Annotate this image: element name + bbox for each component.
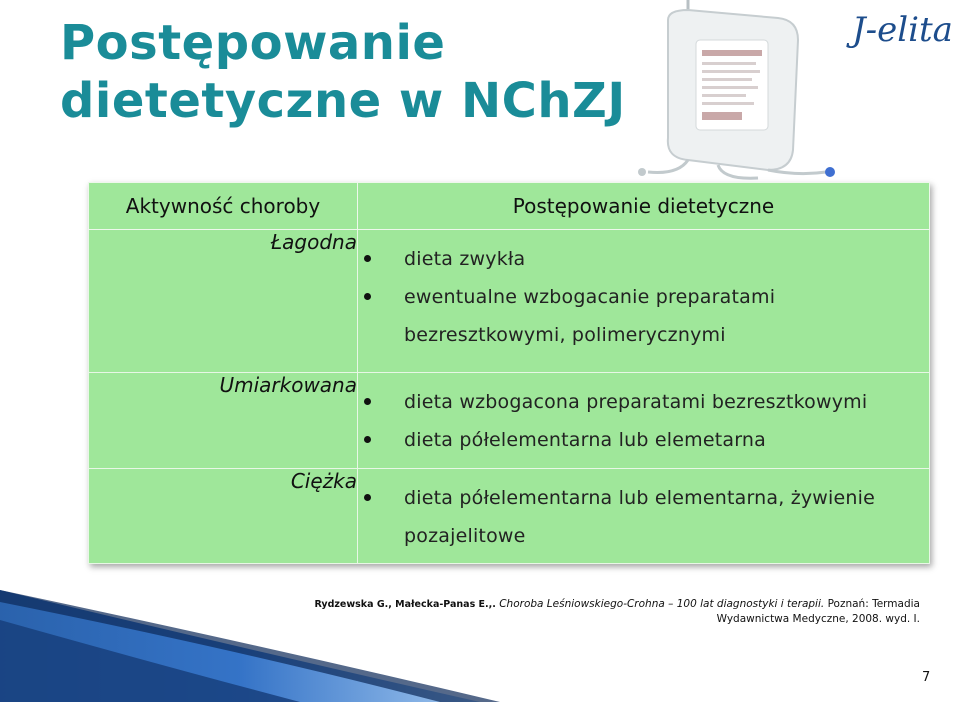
- table-row: [89, 469, 930, 564]
- diet-list-cell: [358, 373, 930, 469]
- bullet-icon: [364, 436, 371, 443]
- bullet-icon: [364, 255, 371, 262]
- list-item: dieta półelementarna lub elementarna, żywienie pozajelitowe: [358, 479, 929, 555]
- slide-title-line-1: Postępowanie: [60, 15, 446, 71]
- list-item: dieta zwykła: [358, 240, 929, 278]
- citation-authors: Rydzewska G., Małecka-Panas E.,.: [314, 599, 496, 610]
- header-diet-management: Postępowanie dietetyczne: [358, 183, 930, 230]
- diet-list-cell: [358, 469, 930, 564]
- slide-title-line-2: dietetyczne w NChZJ: [60, 73, 626, 129]
- severity-label: Umiarkowana: [89, 373, 358, 469]
- table-row: [89, 230, 930, 373]
- list-item: dieta wzbogacona preparatami bezresztkowymi: [358, 383, 929, 421]
- severity-label: Ciężka: [89, 469, 358, 564]
- table-header-row: [89, 183, 930, 230]
- header-disease-activity: Aktywność choroby: [89, 183, 358, 230]
- j-elita-logo: J-elita: [852, 10, 953, 50]
- severity-label: Łagodna: [89, 230, 358, 373]
- bullet-icon: [364, 293, 371, 300]
- iv-bag-icon: [628, 0, 838, 182]
- list-item: ewentualne wzbogacanie preparatami bezresztkowymi, polimerycznymi: [358, 278, 929, 354]
- citation: [240, 597, 920, 626]
- citation-work: Choroba Leśniowskiego-Crohna – 100 lat diagnostyki i terapii.: [499, 598, 825, 610]
- bullet-icon: [364, 494, 371, 501]
- bullet-icon: [364, 398, 371, 405]
- diet-list-cell: [358, 230, 930, 373]
- page-number: 7: [922, 670, 931, 685]
- list-item: dieta półelementarna lub elemetarna: [358, 421, 929, 459]
- table-row: [89, 373, 930, 469]
- citation-publisher: Poznań: Termadia Wydawnictwa Medyczne, 2008. wyd. I.: [716, 598, 920, 625]
- slide-title: [60, 14, 626, 130]
- diet-table: [88, 182, 930, 564]
